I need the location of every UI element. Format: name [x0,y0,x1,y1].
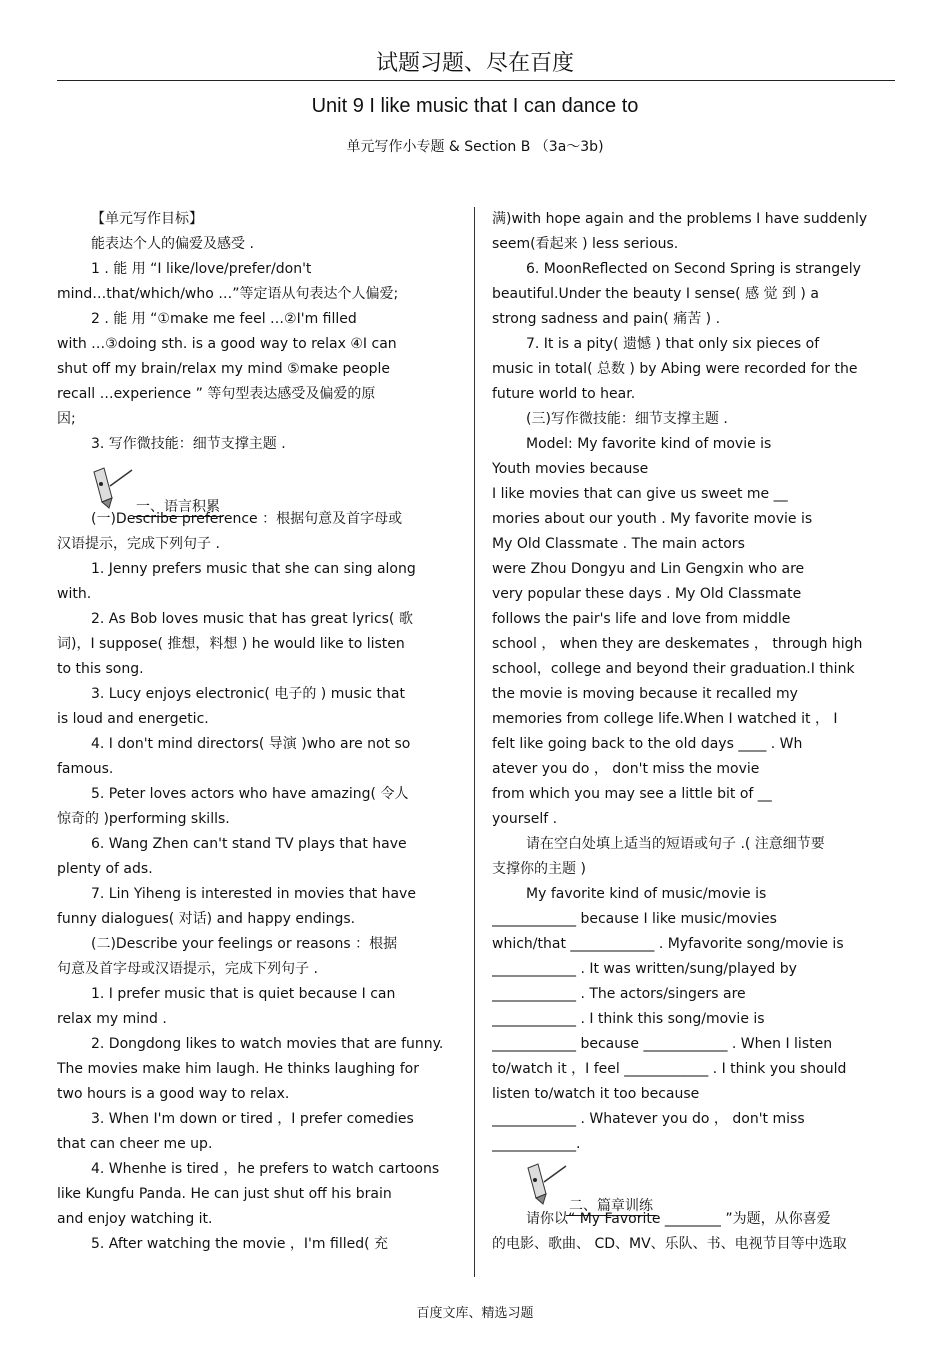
text-line: plenty of ads. [57,861,153,877]
text-line: 4. Whenhe is tired ，he prefers to watch cartoons [91,1161,440,1177]
text-line: My favorite kind of music/movie is [526,886,767,902]
text-line: The movies make him laugh. He thinks laughing for [57,1061,419,1077]
text-line: funny dialogues( 对话) and happy endings. [57,911,356,927]
page-title: Unit 9 I like music that I can dance to [311,95,639,117]
text-line: I like movies that can give us sweet me __ [492,486,788,502]
text-line: 满)with hope again and the problems I have suddenly [492,211,868,227]
text-line: shut off my brain/relax my mind ⑤make people [57,361,390,377]
text-line: follows the pair's life and love from middle [492,611,791,627]
text-line: ____________ . It was written/sung/played by [492,961,797,977]
text-line: like Kungfu Panda. He can just shut off his brain [57,1186,392,1202]
text-line: future world to hear. [492,386,636,402]
text-line: ____________ . I think this song/movie is [492,1011,765,1027]
text-line: 请在空白处填上适当的短语或句子 .( 注意细节要 [526,836,825,852]
text-line: Youth movies because [492,461,649,477]
text-line: strong sadness and pain( 痛苦 ) . [492,311,721,327]
text-line: 请你以“ My Favorite ________ ”为题，从你喜爱 [526,1211,831,1227]
text-line: very popular these days . My Old Classmate [492,586,802,602]
text-line: 2. As Bob loves music that has great lyrics( 歌 [91,611,413,627]
header-rule [57,80,895,81]
text-line: two hours is a good way to relax. [57,1086,290,1102]
left-column [57,207,457,1257]
text-line: 7. Lin Yiheng is interested in movies that have [91,886,416,902]
text-line: 6. MoonReflected on Second Spring is strangely [526,261,861,277]
text-line: to this song. [57,661,144,677]
text-line: 能表达个人的偏爱及感受 . [91,236,254,252]
page-header: 试题习题、尽在百度 [375,51,574,76]
text-line: 句意及首字母或汉语提示，完成下列句子 . [57,961,318,977]
text-line: 因; [57,411,76,427]
right-column [492,207,892,1257]
column-divider [474,207,475,1277]
pencil-mascot-icon [522,1162,570,1206]
text-line: 7. It is a pity( 遗憾 ) that only six pieces of [526,336,820,352]
text-line: school，college and beyond their graduation.I think [492,661,855,677]
text-line: 支撑你的主题 ) [492,861,586,877]
text-line: 3. Lucy enjoys electronic( 电子的 ) music that [91,686,405,702]
text-line: 4. I don't mind directors( 导演 )who are not so [91,736,411,752]
text-line: 的电影、歌曲、 CD、MV、乐队、书、电视节目等中选取 [492,1236,847,1252]
text-line: seem(看起来 ) less serious. [492,236,679,252]
section-heading-language: 一、语言积累 [133,496,223,517]
text-line: 汉语提示，完成下列句子 . [57,536,220,552]
text-line: ____________ . Whatever you do ， don't miss [492,1111,805,1127]
text-line: ____________. [492,1136,581,1152]
text-line: listen to/watch it too because [492,1086,700,1102]
text-line: 3. When I'm down or tired ，I prefer comedies [91,1111,414,1127]
text-line: 1 . 能 用 “I like/love/prefer/don't [91,261,312,277]
text-line: (二)Describe your feelings or reasons ：根据 [91,936,398,952]
pencil-mascot-icon [88,466,136,510]
text-line: 5. After watching the movie ，I'm filled( 充 [91,1236,389,1252]
text-line: Model: My favorite kind of movie is [526,436,772,452]
text-line: to/watch it ，I feel ____________ . I think you should [492,1061,847,1077]
text-line: (三)写作微技能：细节支撑主题 . [526,411,728,427]
text-line: felt like going back to the old days ____ . Wh [492,736,803,752]
text-line: famous. [57,761,114,777]
text-line: ____________ because I like music/movies [492,911,777,927]
text-line: and enjoy watching it. [57,1211,213,1227]
text-line: with. [57,586,92,602]
text-line: mind…that/which/who …”等定语从句表达个人偏爱; [57,286,399,302]
text-line: recall …experience ” 等句型表达感受及偏爱的原 [57,386,376,402]
text-line: is loud and energetic. [57,711,209,727]
text-line: relax my mind . [57,1011,167,1027]
text-line: 词)，I suppose( 推想，料想 ) he would like to listen [57,636,405,652]
text-line: memories from college life.When I watched it ， I [492,711,838,727]
text-line: (一)Describe preference ：根据句意及首字母或 [91,511,403,527]
text-line: with …③doing sth. is a good way to relax ④I can [57,336,397,352]
text-line: beautiful.Under the beauty I sense( 感 觉 到 ) a [492,286,819,302]
page-footer: 百度文库、精选习题 [416,1306,534,1321]
page-subtitle: 单元写作小专题 & Section B （3a～3b) [346,139,604,155]
text-line: from which you may see a little bit of __ [492,786,772,802]
text-line: school ， when they are deskemates ， through high [492,636,863,652]
text-line: 【单元写作目标】 [91,211,203,227]
text-line: 3. 写作微技能：细节支撑主题 . [91,436,286,452]
text-line: the movie is moving because it recalled my [492,686,798,702]
text-line: were Zhou Dongyu and Lin Gengxin who are [492,561,805,577]
text-line: ____________ because ____________ . When I listen [492,1036,833,1052]
text-line: 6. Wang Zhen can't stand TV plays that have [91,836,407,852]
text-line: atever you do ， don't miss the movie [492,761,760,777]
section-heading-writing: 二、篇章训练 [566,1195,656,1216]
text-line: that can cheer me up. [57,1136,213,1152]
text-line: mories about our youth . My favorite movie is [492,511,813,527]
text-line: 2 . 能 用 “①make me feel …②I'm filled [91,311,357,327]
text-line: 惊奇的 )performing skills. [57,811,230,827]
text-line: yourself . [492,811,558,827]
text-line: 1. I prefer music that is quiet because I can [91,986,396,1002]
text-line: ____________ . The actors/singers are [492,986,746,1002]
text-line: 1. Jenny prefers music that she can sing along [91,561,416,577]
text-line: music in total( 总数 ) by Abing were recorded for the [492,361,858,377]
text-line: which/that ____________ . Myfavorite song/movie is [492,936,844,952]
text-line: 5. Peter loves actors who have amazing( 令人 [91,786,409,802]
text-line: 2. Dongdong likes to watch movies that are funny. [91,1036,444,1052]
text-line: My Old Classmate . The main actors [492,536,745,552]
